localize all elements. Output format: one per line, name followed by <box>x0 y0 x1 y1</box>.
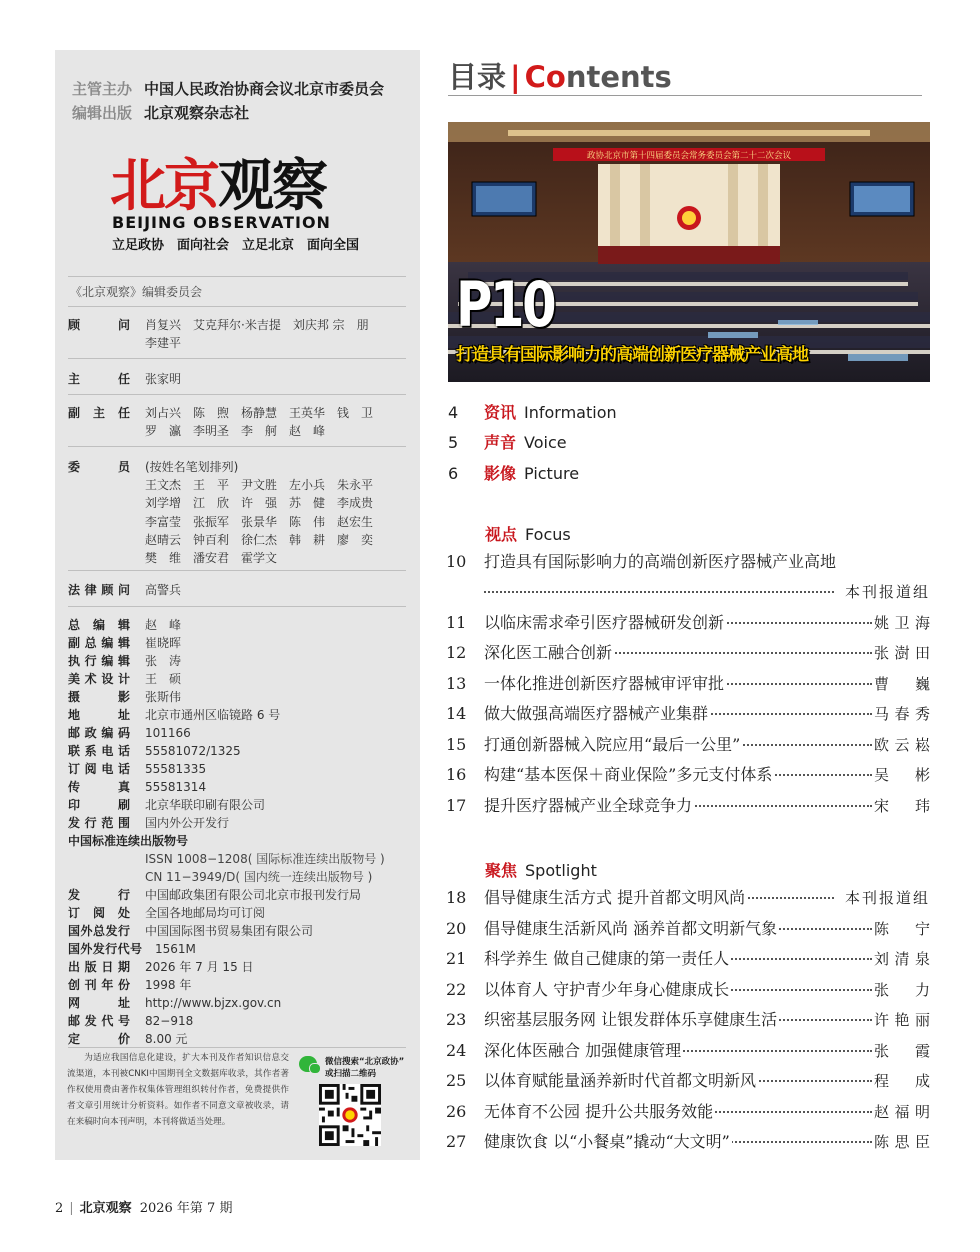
entry-page: 14 <box>446 704 467 723</box>
colophon-value: 55581072/1325 <box>145 744 241 758</box>
entry-author: 陈思臣 <box>874 1133 930 1151</box>
toc-entry[interactable] <box>446 794 930 818</box>
entry-page: 18 <box>446 888 467 907</box>
focus-en: Focus <box>525 525 571 544</box>
colophon-label: 总编辑 <box>68 618 130 632</box>
toc-title-cn: 目录 <box>448 60 507 94</box>
member-names: (按姓名笔划排列) 王文杰 王 平 尹文胜 左小兵 朱永平 刘学增 江 欣 许 强 苏 健 李成贵 李富莹 张振军 张景华 陈 伟 赵宏生 赵晴云 钟百利 徐仁杰 韩 耕 廖 奕 樊 维 潘安君 霍学文 <box>145 460 374 566</box>
entry-author: 张 力 <box>874 981 930 999</box>
section-en: Picture <box>524 464 580 483</box>
toc-entry[interactable] <box>446 947 930 971</box>
entry-page: 23 <box>446 1010 467 1029</box>
section-cn: 影像 <box>484 464 517 483</box>
board-title: 《北京观察》编辑委员会 <box>70 285 203 299</box>
focus-heading <box>485 522 571 545</box>
entry-title: 打造具有国际影响力的高端创新医疗器械产业高地 <box>484 552 837 571</box>
divider <box>68 306 406 307</box>
entry-title: 以体育人 守护青少年身心健康成长 <box>484 978 731 1002</box>
page-footer <box>55 1197 232 1216</box>
divider <box>68 358 406 359</box>
entry-page: 16 <box>446 765 467 784</box>
entry-title: 深化医工融合创新 <box>484 641 614 665</box>
entry-page: 27 <box>446 1132 467 1151</box>
entry-page: 22 <box>446 980 467 999</box>
toc-entry[interactable] <box>446 611 930 635</box>
toc-entry[interactable] <box>446 1100 930 1124</box>
hero-photo[interactable] <box>448 122 930 382</box>
cn-number: CN 11−3949/D( 国内统一连续出版物号 ) <box>145 870 373 884</box>
qr-caption-line2: 或扫描二维码 <box>325 1069 377 1079</box>
colophon-label: 联系电话 <box>68 744 130 758</box>
leader-dots <box>484 591 834 593</box>
colophon-label: 邮政编码 <box>68 726 130 740</box>
colophon-value: 82−918 <box>145 1014 194 1028</box>
footer-magazine: 北京观察 <box>79 1201 132 1216</box>
entry-title: 织密基层服务网 让银发群体乐享健康生活 <box>484 1008 779 1032</box>
divider <box>68 1047 406 1048</box>
logo-red-text: 北京 <box>110 153 218 219</box>
logo-slogan: 立足政协 面向社会 立足北京 面向全国 <box>112 238 360 253</box>
toc-title-en-rest: ntents <box>565 60 672 94</box>
colophon-label: 地址 <box>68 708 130 722</box>
colophon-label: 出版日期 <box>68 960 130 974</box>
entry-page: 25 <box>446 1071 467 1090</box>
toc-entry[interactable] <box>446 1069 930 1093</box>
colophon-label: 订阅处 <box>68 906 130 920</box>
divider <box>68 394 406 395</box>
publisher-row <box>72 102 249 123</box>
spotlight-en: Spotlight <box>525 861 597 880</box>
divider <box>68 276 406 277</box>
colophon-label: 定价 <box>68 1032 130 1046</box>
entry-page: 24 <box>446 1041 467 1060</box>
entry-page: 11 <box>446 613 467 632</box>
entry-page: 15 <box>446 735 467 754</box>
toc-entry[interactable] <box>446 1130 930 1154</box>
director-name: 张家明 <box>145 372 182 386</box>
colophon-value: 8.00 元 <box>145 1032 188 1046</box>
section-page: 6 <box>448 464 459 483</box>
colophon-value: 55581335 <box>145 762 207 776</box>
entry-title: 无体育不公园 提升公共服务效能 <box>484 1100 715 1124</box>
entry-page: 13 <box>446 674 467 693</box>
colophon-value: 中国国际图书贸易集团有限公司 <box>145 924 314 938</box>
entry-title: 做大做强高端医疗器械产业集群 <box>484 702 710 726</box>
magazine-logo <box>110 142 326 222</box>
section-page: 5 <box>448 433 459 452</box>
toc-entry[interactable] <box>446 917 930 941</box>
entry-title: 以体育赋能量涵养新时代首都文明新风 <box>484 1069 758 1093</box>
toc-entry[interactable] <box>446 1039 930 1063</box>
entry-title: 以临床需求牵引医疗器械研发创新 <box>484 611 726 635</box>
toc-section-information[interactable] <box>448 400 617 423</box>
entry-author: 马春秀 <box>874 705 930 723</box>
entry-author: 宋 玮 <box>874 797 930 815</box>
entry-author: 张 霞 <box>874 1042 930 1060</box>
entry-author: 吴 彬 <box>874 766 930 784</box>
qr-code[interactable] <box>319 1084 381 1146</box>
section-en: Voice <box>524 433 567 452</box>
entry-author: 赵福明 <box>874 1103 930 1121</box>
hero-page-label: P10 <box>456 268 555 341</box>
entry-page: 26 <box>446 1102 467 1121</box>
entry-author: 本刊报道组 <box>844 583 930 601</box>
colophon-value: 101166 <box>145 726 191 740</box>
toc-entry[interactable] <box>446 733 930 757</box>
entry-page: 10 <box>446 552 467 571</box>
spotlight-heading <box>485 858 597 881</box>
member-label: 委 员 <box>68 460 130 474</box>
colophon-value: 全国各地邮局均可订阅 <box>145 906 266 920</box>
logo-black-text: 观察 <box>218 153 326 219</box>
director-label: 主 任 <box>68 372 130 386</box>
colophon-value: 中国邮政集团有限公司北京市报刊发行局 <box>145 888 362 902</box>
toc-section-voice[interactable] <box>448 430 567 453</box>
advisor-names: 肖复兴 艾克拜尔·米吉提 刘庆邦 宗 朋 李建平 <box>145 318 369 351</box>
toc-entry[interactable] <box>446 672 930 696</box>
colophon-value: 张斯伟 <box>145 690 182 704</box>
toc-entry[interactable] <box>446 550 930 574</box>
colophon-label: 邮发代号 <box>68 1014 130 1028</box>
entry-title: 倡导健康生活方式 提升首都文明风尚 <box>484 886 747 910</box>
entry-author: 程 成 <box>874 1072 930 1090</box>
toc-entry[interactable] <box>446 702 930 726</box>
footer-issue: 2026 年第 7 期 <box>139 1201 233 1216</box>
colophon-value: 55581314 <box>145 780 207 794</box>
colophon-label: 传真 <box>68 780 130 794</box>
entry-title: 深化体医融合 加强健康管理 <box>484 1039 683 1063</box>
colophon-label: 美术设计 <box>68 672 130 686</box>
legal-advisor-name: 高警兵 <box>145 583 182 597</box>
sponsor-value: 中国人民政治协商会议北京市委员会 <box>144 80 385 98</box>
colophon-label: 订阅电话 <box>68 762 130 776</box>
entry-title: 提升医疗器械产业全球竞争力 <box>484 794 694 818</box>
title-rule <box>448 95 922 96</box>
colophon-label: 发行范围 <box>68 816 130 830</box>
entry-title: 一体化推进创新医疗器械审评审批 <box>484 672 726 696</box>
footer-separator: | <box>69 1201 74 1216</box>
entry-page: 17 <box>446 796 467 815</box>
footer-page-number: 2 <box>55 1201 64 1216</box>
section-cn: 声音 <box>484 433 517 452</box>
serial-label: 中国标准连续出版物号 <box>68 834 189 848</box>
toc-title-en-accent: Co <box>524 60 566 94</box>
colophon-label: 执行编辑 <box>68 654 130 668</box>
issn: ISSN 1008−1208( 国际标准连续出版物号 ) <box>145 852 385 866</box>
focus-cn: 视点 <box>485 525 518 544</box>
divider <box>68 570 406 571</box>
colophon-label: 国外总发行 <box>68 924 130 938</box>
publisher-value: 北京观察杂志社 <box>144 104 250 122</box>
entry-page: 12 <box>446 643 467 662</box>
toc-entry[interactable] <box>446 1008 930 1032</box>
sponsor-label: 主管主办 <box>72 80 133 98</box>
vice-director-label: 副 主 任 <box>68 406 130 420</box>
logo-english: BEIJING OBSERVATION <box>112 213 331 232</box>
entry-author: 姚卫海 <box>874 614 930 632</box>
qr-caption <box>325 1056 404 1080</box>
toc-section-picture[interactable] <box>448 461 579 484</box>
wechat-icon <box>299 1056 317 1072</box>
colophon-label: 副总编辑 <box>68 636 130 650</box>
entry-title: 构建“基本医保＋商业保险”多元支付体系 <box>484 763 774 787</box>
colophon-value: 北京市通州区临镜路 6 号 <box>145 708 281 722</box>
toc-title <box>448 55 672 96</box>
entry-page: 21 <box>446 949 467 968</box>
colophon-value: 1561M <box>155 942 196 956</box>
publisher-label: 编辑出版 <box>72 104 133 122</box>
toc-entry[interactable] <box>446 641 930 665</box>
cnki-notice: 为适应我国信息化建设，扩大本刊及作者知识信息交流渠道，本刊被CNKI中国期刊全文数据库收录，其作者著作权使用费由著作权集体管理组织转付作者，免费提供作者文章引用统计分析资料。如作者不同意文章被收录，请在来稿时向本刊声明，本刊将做适当处理。 <box>67 1053 289 1127</box>
colophon-value: 王 硕 <box>145 672 182 686</box>
colophon-value: 赵 峰 <box>145 618 182 632</box>
entry-author: 许艳丽 <box>874 1011 930 1029</box>
colophon-label: 摄影 <box>68 690 130 704</box>
colophon-value: 北京华联印刷有限公司 <box>145 798 266 812</box>
legal-advisor-label: 法律顾问 <box>68 583 130 597</box>
entry-title: 健康饮食 以“小餐桌”撬动“大文明” <box>484 1130 732 1154</box>
divider <box>68 446 406 447</box>
hero-banner-text: 政协北京市第十四届委员会常务委员会第二十二次会议 <box>586 151 792 161</box>
toc-entry-byline <box>446 580 930 604</box>
section-en: Information <box>524 403 617 422</box>
entry-title: 倡导健康生活新风尚 涵养首都文明新气象 <box>484 917 779 941</box>
spotlight-cn: 聚焦 <box>485 861 518 880</box>
divider <box>68 606 406 607</box>
colophon-label: 发行 <box>68 888 130 902</box>
toc-entry[interactable] <box>446 886 930 910</box>
colophon-value: http://www.bjzx.gov.cn <box>145 996 282 1010</box>
colophon-label: 印刷 <box>68 798 130 812</box>
sponsor-row <box>72 78 384 99</box>
section-page: 4 <box>448 403 459 422</box>
vice-director-names: 刘占兴 陈 煦 杨静慧 王英华 钱 卫 罗 瀛 李明圣 李 舸 赵 峰 <box>145 406 374 439</box>
colophon-value: 国内外公开发行 <box>145 816 230 830</box>
colophon-value: 张 涛 <box>145 654 182 668</box>
entry-title: 科学养生 做自己健康的第一责任人 <box>484 947 731 971</box>
entry-author: 曹 巍 <box>874 675 930 693</box>
entry-author: 刘清泉 <box>874 950 930 968</box>
entry-page: 20 <box>446 919 467 938</box>
colophon-label: 创刊年份 <box>68 978 130 992</box>
entry-author: 张澍田 <box>874 644 930 662</box>
section-cn: 资讯 <box>484 403 517 422</box>
advisor-label: 顾 问 <box>68 318 130 332</box>
entry-author: 欧云崧 <box>874 736 930 754</box>
entry-title: 打通创新器械入院应用“最后一公里” <box>484 733 742 757</box>
toc-title-en <box>525 60 672 94</box>
colophon-value: 1998 年 <box>145 978 192 992</box>
toc-entry[interactable] <box>446 978 930 1002</box>
colophon-value: 崔晓晖 <box>145 636 182 650</box>
hero-caption: 打造具有国际影响力的高端创新医疗器械产业高地 <box>456 345 808 365</box>
colophon-label: 网址 <box>68 996 130 1010</box>
qr-caption-line1: 微信搜索“北京政协” <box>325 1057 405 1067</box>
toc-title-divider: | <box>510 60 521 94</box>
toc-entry[interactable] <box>446 763 930 787</box>
colophon-value: 2026 年 7 月 15 日 <box>145 960 254 974</box>
entry-author: 陈 宁 <box>874 920 930 938</box>
colophon-label: 国外发行代号 <box>68 942 142 956</box>
entry-author: 本刊报道组 <box>845 886 930 910</box>
masthead-panel <box>55 50 420 1160</box>
